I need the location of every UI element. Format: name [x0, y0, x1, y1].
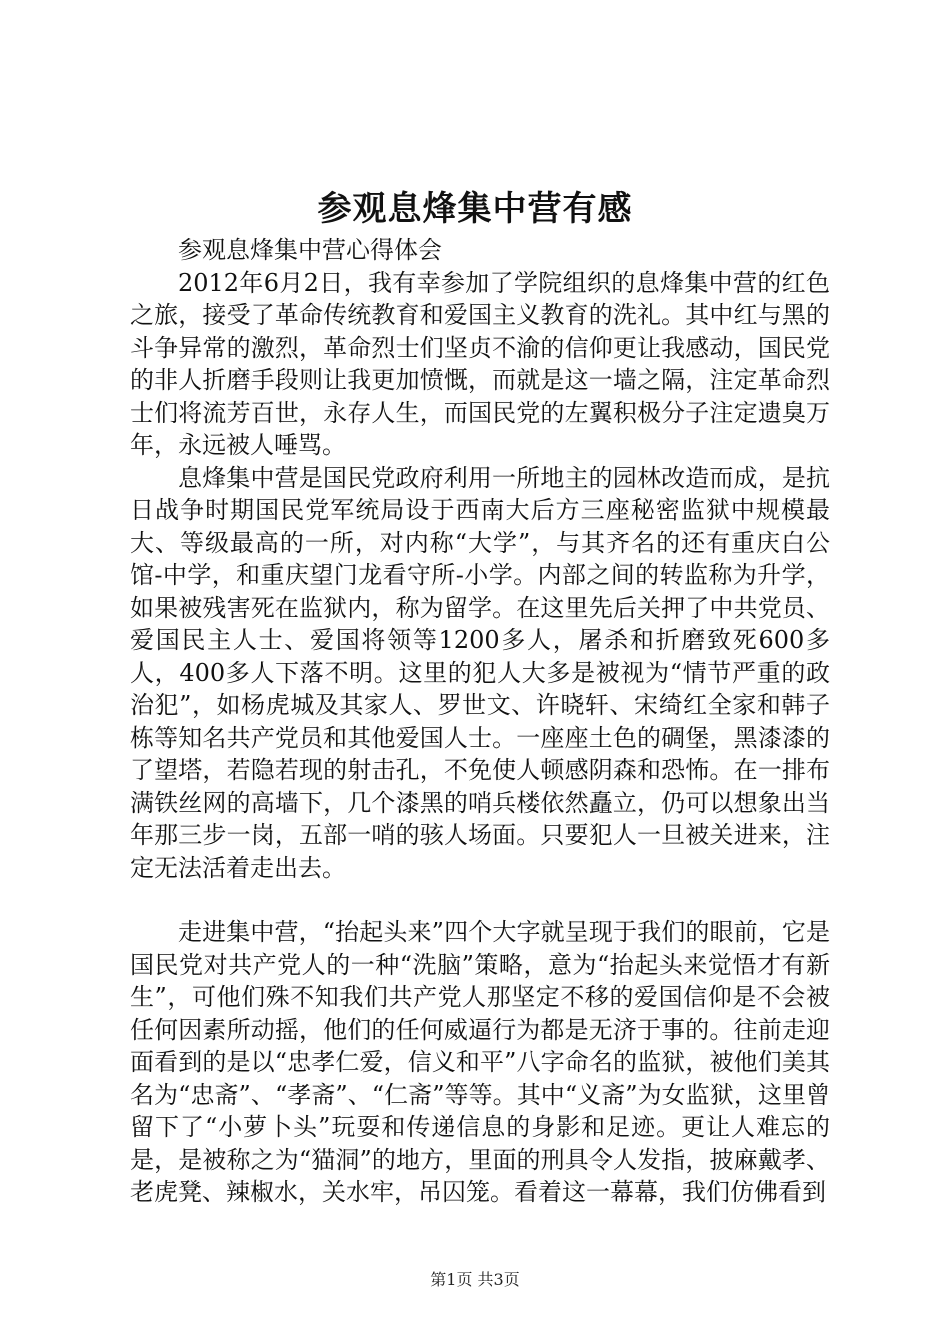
document-subtitle: 参观息烽集中营心得体会 — [178, 236, 442, 264]
paragraph-2: 息烽集中营是国民党政府利用一所地主的园林改造而成，是抗日战争时期国民党军统局设于西南大后方三座秘密监狱中规模最大、等级最高的一所，对内称“大学”，与其齐名的还有重庆白公馆-中学，和重庆望门龙看守所-小学。内部之间的转监称为升学，如果被残害死在监狱内，称为留学。在这里先后关押了中共党员、爱国民主人士、爱国将领等1200多人，屠杀和折磨致死600多人，400多人下落不明。这里的犯人大多是被视为“情节严重的政治犯”，如杨虎城及其家人、罗世文、许晓轩、宋绮红全家和韩子栋等知名共产党员和其他爱国人士。一座座土色的碉堡，黑漆漆的了望塔，若隐若现的射击孔，不免使人顿感阴森和恐怖。在一排布满铁丝网的高墙下，几个漆黑的哨兵楼依然矗立，仍可以想象出当年那三步一岗，五部一哨的骇人场面。只要犯人一旦被关进来，注定无法活着走出去。 — [130, 463, 830, 882]
document-title: 参观息烽集中营有感 — [317, 189, 633, 229]
paragraph-3: 走进集中营，“抬起头来”四个大字就呈现于我们的眼前，它是国民党对共产党人的一种“洗脑”策略，意为“抬起头来觉悟才有新生”，可他们殊不知我们共产党人那坚定不移的爱国信仰是不会被任何因素所动摇，他们的任何威逼行为都是无济于事的。往前走迎面看到的是以“忠孝仁爱，信义和平”八字命名的监狱，被他们美其名为“忠斋”、“孝斋”、“仁斋”等等。其中“义斋”为女监狱，这里曾留下了“小萝卜头”玩耍和传递信息的身影和足迹。更让人难忘的是，是被称之为“猫洞”的地方，里面的刑具令人发指，披麻戴孝、老虎凳、辣椒水，关水牢，吊囚笼。看着这一幕幕，我们仿佛看到 — [130, 918, 830, 1206]
page-footer: 第1页 共3页 — [430, 1270, 520, 1289]
document-body — [130, 234, 830, 1209]
paragraph-1: 2012年6月2日，我有幸参加了学院组织的息烽集中营的红色之旅，接受了革命传统教育和爱国主义教育的洗礼。其中红与黑的斗争异常的激烈，革命烈士们坚贞不渝的信仰更让我感动，国民党的非人折磨手段则让我更加愤慨，而就是这一墙之隔，注定革命烈士们将流芳百世，永存人生，而国民党的左翼积极分子注定遗臭万年，永远被人唾骂。 — [130, 268, 830, 459]
